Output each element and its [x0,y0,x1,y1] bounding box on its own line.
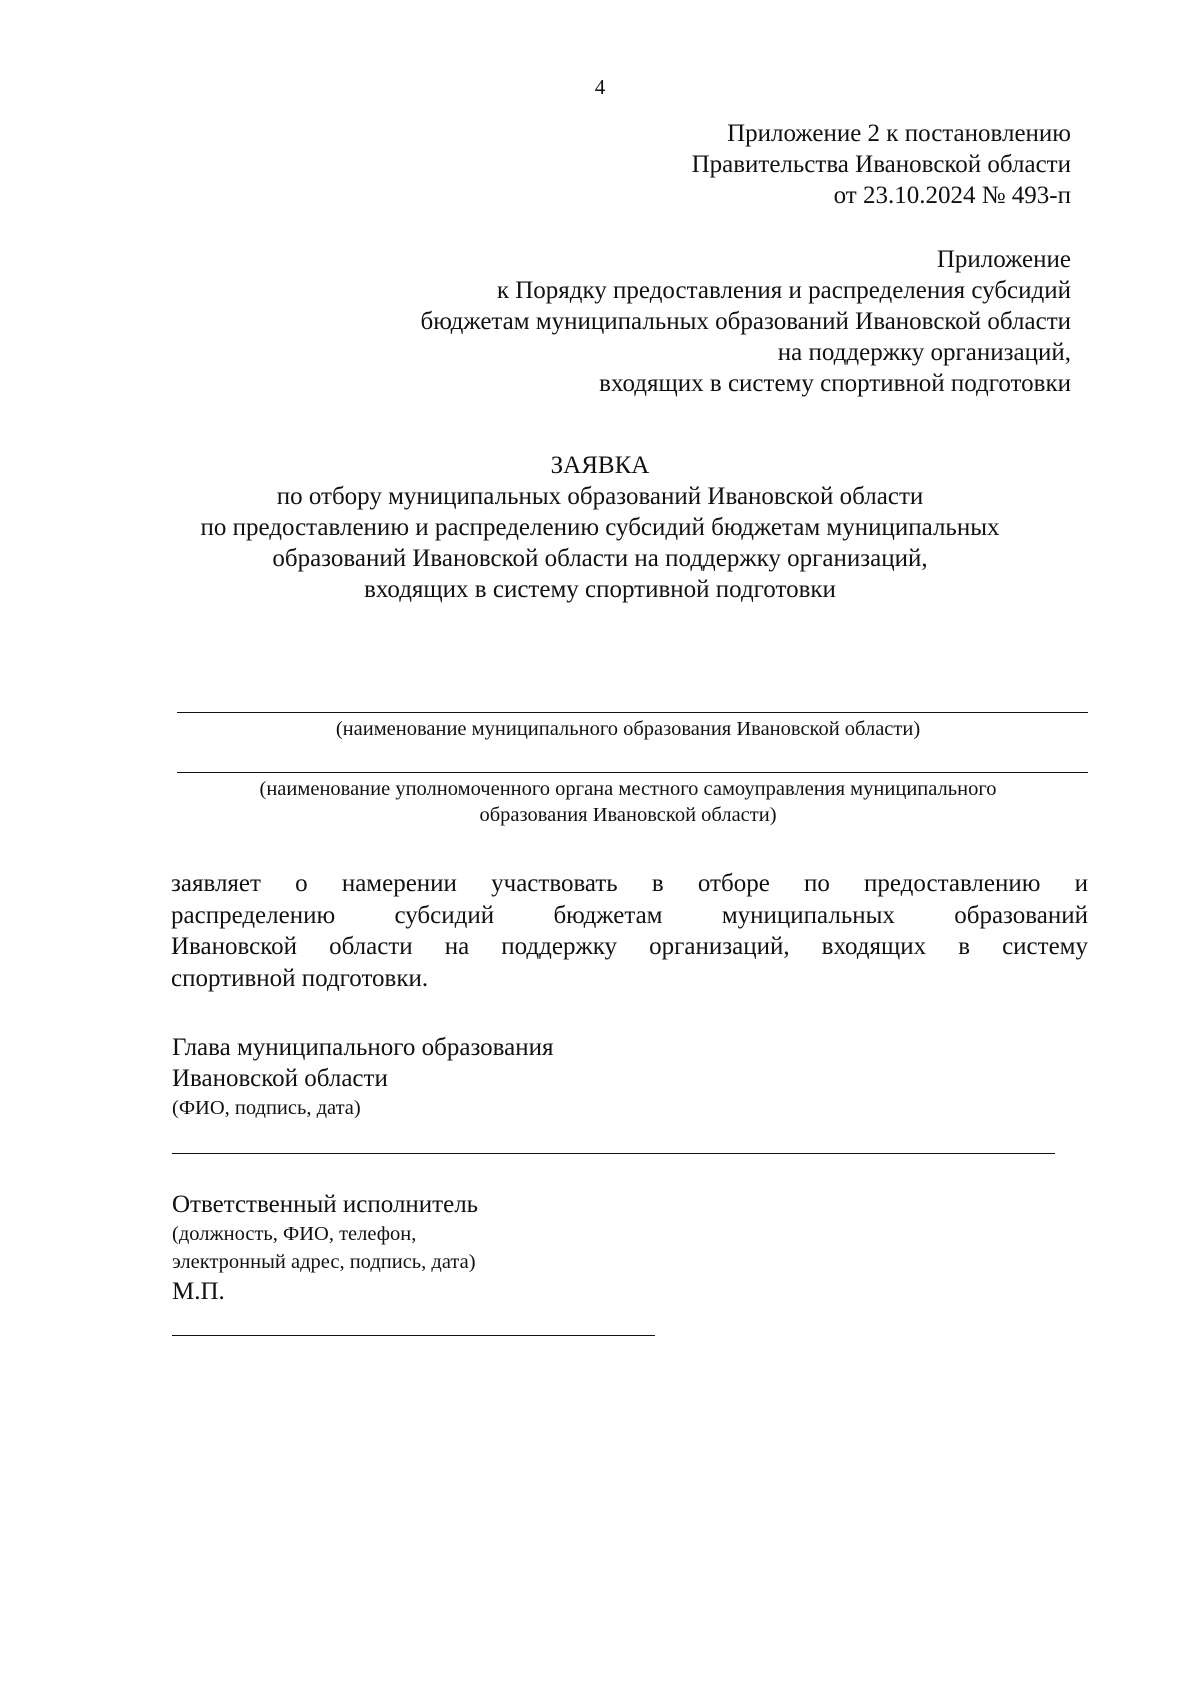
appendix-main-line: от 23.10.2024 № 493-п [833,182,1071,209]
head-signature-line[interactable] [172,1153,1055,1154]
executor-signature-line[interactable] [172,1335,655,1336]
head-signature-hint: (ФИО, подпись, дата) [172,1097,361,1119]
executor-hint-line: (должность, ФИО, телефон, [172,1223,417,1245]
head-title-line: Глава муниципального образования [172,1034,554,1061]
appendix-order-line: Приложение [936,246,1071,273]
page-number: 4 [594,75,606,99]
head-signature-block [172,1032,554,1122]
document-subtitle-line: образований Ивановской области на поддержку организаций, [272,545,928,572]
statement-paragraph [171,868,1088,994]
document-subtitle-line: по предоставлению и распределению субсидий бюджетам муниципальных [200,514,1000,541]
document-subtitle-line: входящих в систему спортивной подготовки [364,576,836,603]
statement-line: заявляет о намерении участвовать в отборе по предоставлению и [171,870,1088,897]
authority-caption-line: (наименование уполномоченного органа местного самоуправления муниципального [259,778,997,800]
appendix-order-line: на поддержку организаций, [777,339,1071,366]
executor-signature-block [172,1189,478,1307]
authority-name-line[interactable] [177,772,1088,773]
statement-line: Ивановской области на поддержку организаций, входящих в систему [171,933,1088,960]
executor-title: Ответственный исполнитель [172,1191,479,1218]
municipality-name-line[interactable] [177,712,1088,713]
authority-caption-line: образования Ивановской области) [479,804,777,826]
executor-hint-line: электронный адрес, подпись, дата) [172,1251,476,1273]
statement-line: спортивной подготовки. [171,964,429,992]
appendix-main-line: Приложение 2 к постановлению [727,120,1071,147]
appendix-order-line: к Порядку предоставления и распределения субсидий [496,277,1071,304]
appendix-order-line: входящих в систему спортивной подготовки [599,370,1071,397]
authority-name-caption [172,776,1084,828]
document-title-block [0,450,1200,605]
municipality-name-caption: (наименование муниципального образования Ивановской области) [335,718,921,740]
appendix-order-block [421,244,1071,399]
statement-line: распределению субсидий бюджетам муниципальных образований [171,901,1088,929]
stamp-mark: М.П. [172,1278,225,1305]
document-title: ЗАЯВКА [550,452,650,479]
appendix-main-line: Правительства Ивановской области [691,151,1071,178]
document-subtitle-line: по отбору муниципальных образований Ивановской области [276,483,924,510]
appendix-main-block [692,118,1071,211]
head-title-line: Ивановской области [172,1065,388,1092]
appendix-order-line: бюджетам муниципальных образований Ивановской области [420,308,1071,335]
